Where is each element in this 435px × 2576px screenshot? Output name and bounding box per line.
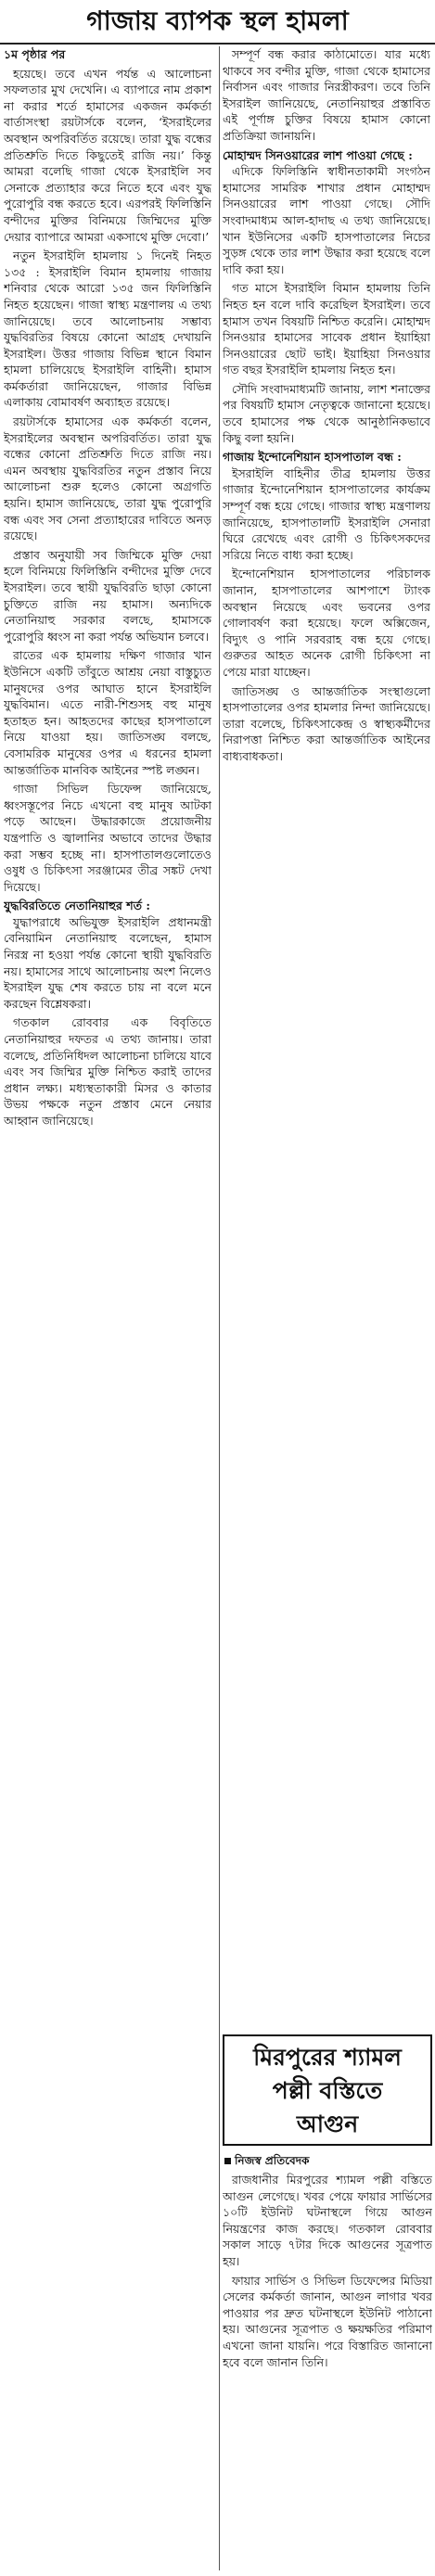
fire-story-body	[223, 2172, 432, 2570]
body-paragraph: রয়টার্সকে হামাসের এক কর্মকর্তা বলেন, ইসরাইলের অবস্থান অপরিবর্তিত। তারা যুদ্ধ বন্ধের কোনো প্রতিশ্রুতি দিতে রাজি নয়। এমন অবস্থায় যুদ্ধবিরতির নতুন প্রস্তাব নিয়ে আলোচনা শুরু হলেও কোনো অগ্রগতি হয়নি। হামাস জানিয়েছে, তারা যুদ্ধ পুরোপুরি বন্ধ এবং সব সেনা প্রত্যাহারের দাবিতে অনড় রয়েছে।	[4, 414, 211, 543]
body-paragraph: হয়েছে। তবে এখন পর্যন্ত এ আলোচনা সফলতার মুখ দেখেনি। এ ব্যাপারে নাম প্রকাশ না করার শর্তে হামাসের একজন কর্মকর্তা বার্তাসংস্থা রয়টার্সকে বলেন, ‘ইসরাইলের অবস্থান অপরিবর্তিত রয়েছে। তারা যুদ্ধ বন্ধের প্রতিশ্রুতি দিতে কিছুতেই রাজি নয়।’ কিন্তু আমরা বলেছি গাজা থেকে ইসরাইলি সব সেনাকে প্রত্যাহার করে নিতে হবে এবং যুদ্ধ পুরোপুরি বন্ধ করতে হবে। এরপরই ফিলিস্তিনি বন্দীদের মুক্তির বিনিময়ে জিম্মিদের মুক্তি দেয়ার ব্যাপারে আমরা একসাথে মুক্তি দেবো।’	[4, 66, 211, 244]
fire-headline-line: আগুন	[296, 2111, 359, 2137]
body-paragraph: এদিকে ফিলিস্তিনি স্বাধীনতাকামী সংগঠন হামাসের সামরিক শাখার প্রধান মোহাম্মদ সিনওয়ারের লাশ পাওয়া গেছে। সৌদি সংবাদমাধ্যম আল-হাদাছ এ তথ্য জানিয়েছে। খান ইউনিসের একটি হাসপাতালের নিচের সুড়ঙ্গ থেকে তার লাশ উদ্ধার করা হয়েছে বলে দাবি করা হয়।	[223, 164, 430, 276]
fire-headline-line: মিরপুরের শ্যামল	[253, 2044, 402, 2071]
right-column	[223, 46, 430, 1576]
body-paragraph: গাজা সিভিল ডিফেন্স জানিয়েছে, ধ্বংসস্তূপের নিচে এখনো বহু মানুষ আটকা পড়ে আছেন। উদ্ধারকাজে প্রয়োজনীয় যন্ত্রপাতি ও জ্বালানির অভাবে তাদের উদ্ধার করা সম্ভব হচ্ছে না। হাসপাতালগুলোতেও ওষুধ ও চিকিৎসা সরঞ্জামের তীব্র সঙ্কট দেখা দিয়েছে।	[4, 782, 211, 894]
left-column	[4, 46, 211, 2570]
body-paragraph: যুদ্ধাপরাধে অভিযুক্ত ইসরাইলি প্রধানমন্ত্রী বেনিয়ামিন নেতানিয়াহু বলেছেন, হামাস নিরস্ত্র না হওয়া পর্যন্ত কোনো স্থায়ী যুদ্ধবিরতি নয়। হামাসের সাথে আলোচনায় অংশ নিলেও ইসরাইল যুদ্ধ শেষ করতে চায় না বলে মনে করছেন বিশ্লেষকরা।	[4, 914, 211, 1011]
body-paragraph: গত মাসে ইসরাইলি বিমান হামলায় তিনি নিহত হন বলে দাবি করেছিল ইসরাইল। তবে হামাস তখন বিষয়টি নিশ্চিত করেনি। মোহাম্মদ সিনওয়ার হামাসের সাবেক প্রধান ইয়াহিয়া সিনওয়ারের ছোট ভাই। ইয়াহিয়া সিনওয়ার গত বছর ইসরাইলি হামলায় নিহত হন।	[223, 281, 430, 377]
body-paragraph: জাতিসঙ্ঘ ও আন্তর্জাতিক সংস্থাগুলো হাসপাতালের ওপর হামলার নিন্দা জানিয়েছে। তারা বলেছে, চিকিৎসাকেন্দ্র ও স্বাস্থ্যকর্মীদের নিরাপত্তা নিশ্চিত করা আন্তর্জাতিক আইনের বাধ্যবাধকতা।	[223, 683, 430, 763]
body-paragraph: রাতের এক হামলায় দক্ষিণ গাজার খান ইউনিসে একটি তাঁবুতে আশ্রয় নেয়া বাস্তুচ্যুত মানুষদের ওপর আঘাত হানে ইসরাইলি যুদ্ধবিমান। এতে নারী-শিশুসহ বহু মানুষ হতাহত হন। আহতদের কাছের হাসপাতালে নিয়ে যাওয়া হয়। জাতিসঙ্ঘ বলছে, বেসামরিক মানুষের ওপর এ ধরনের হামলা আন্তর্জাতিক মানবিক আইনের স্পষ্ট লঙ্ঘন।	[4, 648, 211, 777]
body-paragraph: সৌদি সংবাদমাধ্যমটি জানায়, লাশ শনাক্তের পর বিষয়টি হামাস নেতৃত্বকে জানানো হয়েছে। তবে হামাসের পক্ষ থেকে আনুষ্ঠানিকভাবে কিছু বলা হয়নি।	[223, 381, 430, 445]
fire-headline-line: পল্লী বস্তিতে	[272, 2077, 383, 2104]
fire-story-headline-box	[223, 2034, 432, 2146]
main-headline: গাজায় ব্যাপক স্থল হামলা	[0, 0, 435, 45]
body-paragraph: রাজধানীর মিরপুরের শ্যামল পল্লী বস্তিতে আগুন লেগেছে। খবর পেয়ে ফায়ার সার্ভিসের ১০টি ইউনিট ঘটনাস্থলে গিয়ে আগুন নিয়ন্ত্রণের কাজ করছে। গতকাল রোববার সকাল সাড়ে ৭টার দিকে আগুনের সূত্রপাত হয়।	[223, 2173, 432, 2268]
body-paragraph: গতকাল রোববার এক বিবৃতিতে নেতানিয়াহুর দফতর এ তথ্য জানায়। তারা বলেছে, প্রতিনিধিদল আলোচনা চালিয়ে যাবে এবং সব জিম্মির মুক্তি নিশ্চিত করাই তাদের প্রধান লক্ষ্য। মধ্যস্থতাকারী মিসর ও কাতার উভয় পক্ষকে নতুন প্রস্তাব মেনে নেয়ার আহ্বান জানিয়েছে।	[4, 1015, 211, 1128]
hospital-subhead: গাজায় ইন্দোনেশিয়ান হাসপাতাল বন্ধ :	[223, 450, 402, 465]
body-paragraph: প্রস্তাব অনুযায়ী সব জিম্মিকে মুক্তি দেয়া হলে বিনিময়ে ফিলিস্তিনি বন্দীদের মুক্তি দেবে ইসরাইল। তবে স্থায়ী যুদ্ধবিরতি ছাড়া কোনো চুক্তিতে রাজি নয় হামাস। অন্যদিকে নেতানিয়াহু সরকার বলছে, হামাসকে পুরোপুরি ধ্বংস না করা পর্যন্ত অভিযান চলবে।	[4, 547, 211, 644]
continuation-label: ১ম পৃষ্ঠার পর	[4, 47, 66, 61]
body-paragraph: সম্পূর্ণ বন্ধ করার কাঠামোতে। যার মধ্যে থাকবে সব বন্দীর মুক্তি, গাজা থেকে হামাসের নির্বাসন এবং গাজার নিরস্ত্রীকরণ। তবে তিনি ইসরাইল জানিয়েছে, নেতানিয়াহুর প্রস্তাবিত এই পূর্ণাঙ্গ চুক্তির বিষয়ে হামাস কোনো প্রতিক্রিয়া জানায়নি।	[223, 47, 430, 143]
body-paragraph: ফায়ার সার্ভিস ও সিভিল ডিফেন্সের মিডিয়া সেলের কর্মকর্তা জানান, আগুন লাগার খবর পাওয়ার পর দ্রুত ঘটনাস্থলে ইউনিট পাঠানো হয়। আগুনের সূত্রপাত ও ক্ষয়ক্ষতির পরিমাণ এখনো জানা যায়নি। পরে বিস্তারিত জানানো হবে বলে জানান তিনি।	[223, 2273, 432, 2369]
body-paragraph: নতুন ইসরাইলি হামলায় ১ দিনেই নিহত ১৩৫ : ইসরাইলি বিমান হামলায় গাজায় শনিবার থেকে আরো ১৩৫ জন ফিলিস্তিনি নিহত হয়েছেন। গাজা স্বাস্থ্য মন্ত্রণালয় এ তথ্য জানিয়েছে। তবে আলোচনায় সম্ভাব্য যুদ্ধবিরতির বিষয়ে কোনো আগ্রহ দেখায়নি ইসরাইল। উত্তর গাজায় বিভিন্ন স্থানে বিমান হামলা চালিয়েছে ইসরাইলি বাহিনী। হামাস কর্মকর্তারা জানিয়েছেন, গাজার বিভিন্ন এলাকায় বোমাবর্ষণ অব্যাহত রয়েছে।	[4, 249, 211, 410]
byline	[224, 2153, 309, 2172]
sinwar-subhead: মোহাম্মদ সিনওয়ারের লাশ পাওয়া গেছে :	[223, 147, 413, 162]
body-paragraph: ইন্দোনেশিয়ান হাসপাতালের পরিচালক জানান, হাসপাতালের আশপাশে ট্যাংক অবস্থান নিয়েছে এবং ভবনের ওপর গোলাবর্ষণ করা হয়েছে। ফলে অক্সিজেন, বিদ্যুৎ ও পানি সরবরাহ বন্ধ হয়ে গেছে। গুরুতর আহত অনেক রোগী চিকিৎসা না পেয়ে মারা যাচ্ছেন।	[223, 567, 430, 679]
body-paragraph: ইসরাইলি বাহিনীর তীব্র হামলায় উত্তর গাজার ইন্দোনেশিয়ান হাসপাতালের কার্যক্রম সম্পূর্ণ বন্ধ হয়ে গেছে। গাজার স্বাস্থ্য মন্ত্রণালয় জানিয়েছে, হাসপাতালটি ইসরাইলি সেনারা ঘিরে রেখেছে এবং রোগী ও চিকিৎসকদের সরিয়ে নিতে বাধ্য করা হচ্ছে।	[223, 465, 430, 562]
bullet-icon	[224, 2158, 231, 2164]
column-divider	[219, 46, 220, 2570]
byline-text: নিজস্ব প্রতিবেদক	[235, 2154, 310, 2167]
ceasefire-subhead: যুদ্ধবিরতিতে নেতানিয়াহুর শর্ত :	[4, 899, 150, 913]
